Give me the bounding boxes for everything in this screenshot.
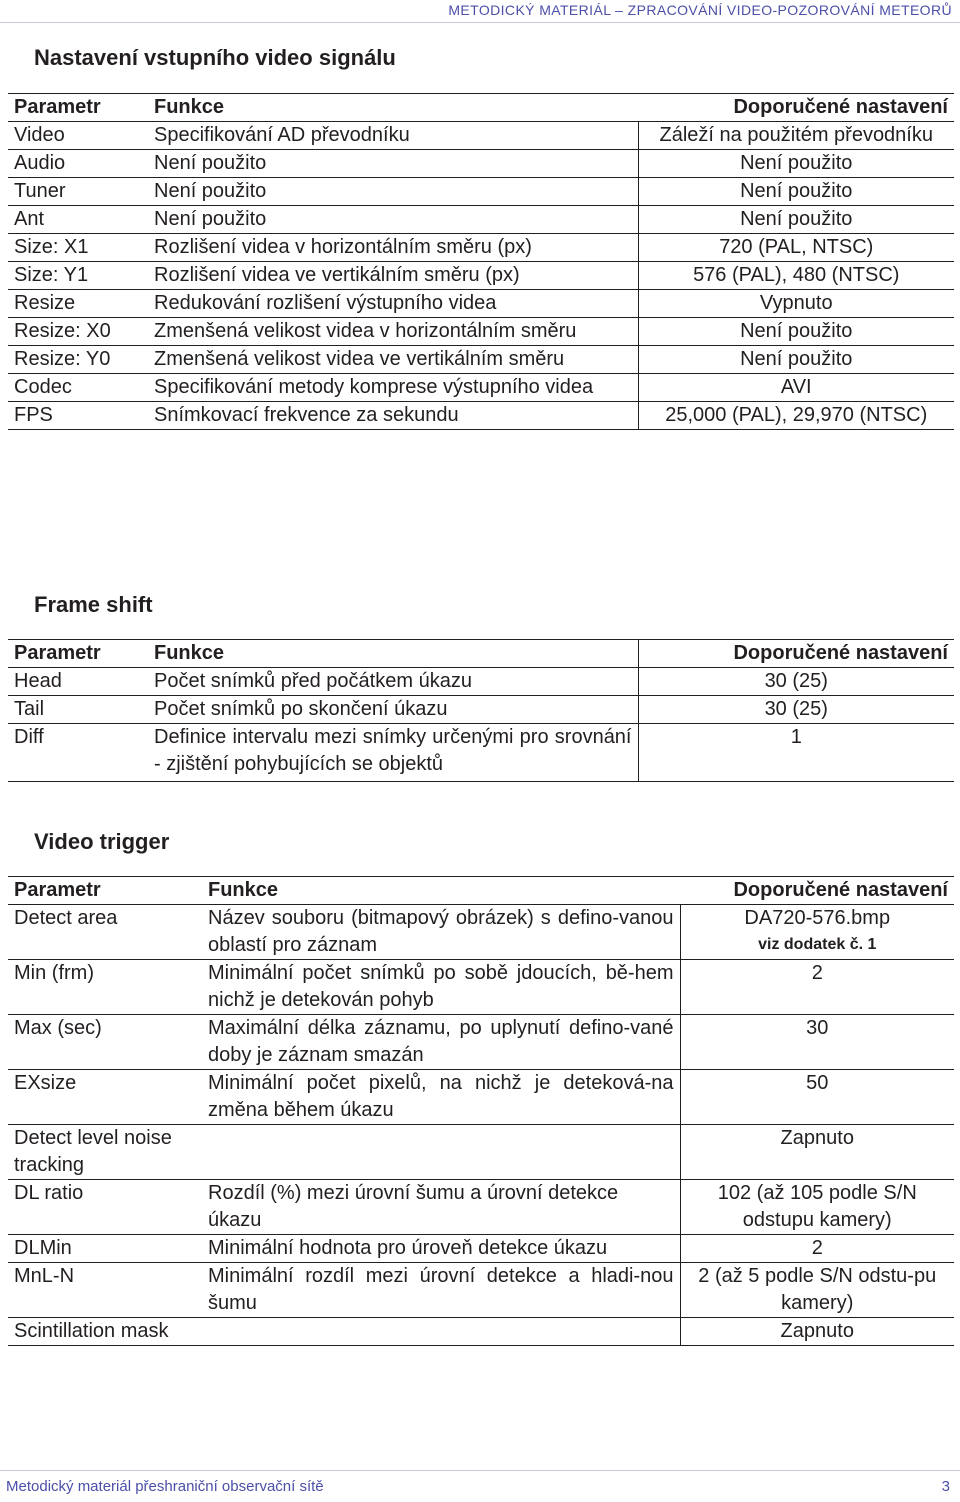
- column-header: Parametr: [8, 94, 148, 122]
- param-cell: Size: Y1: [8, 262, 148, 290]
- setting-cell: [680, 905, 954, 960]
- param-cell: Video: [8, 122, 148, 150]
- param-cell: DL ratio: [8, 1180, 202, 1235]
- table-row: [8, 402, 954, 430]
- function-cell: Minimální počet snímků po sobě jdoucích, bě-hem nichž je detekován pohyb: [202, 960, 680, 1015]
- function-cell: Rozlišení videa v horizontálním směru (px): [148, 234, 638, 262]
- column-header: Funkce: [148, 94, 638, 122]
- setting-cell: 102 (až 105 podle S/N odstupu kamery): [680, 1180, 954, 1235]
- page-header: [0, 0, 960, 22]
- table-row: [8, 346, 954, 374]
- table-row: [8, 234, 954, 262]
- function-cell: Není použito: [148, 178, 638, 206]
- function-cell: Definice intervalu mezi snímky určenými pro srovnání - zjištění pohybujících se objektů: [148, 724, 638, 782]
- table-row: [8, 206, 954, 234]
- setting-cell: Není použito: [638, 346, 954, 374]
- table-header-row: [8, 877, 954, 905]
- table-row: [8, 178, 954, 206]
- table-row: [8, 122, 954, 150]
- table-row: [8, 960, 954, 1015]
- column-header: Doporučené nastavení: [638, 94, 954, 122]
- function-cell: Není použito: [148, 150, 638, 178]
- table-row: [8, 374, 954, 402]
- setting-cell: Zapnuto: [680, 1318, 954, 1346]
- setting-cell: 720 (PAL, NTSC): [638, 234, 954, 262]
- function-cell: Počet snímků před počátkem úkazu: [148, 668, 638, 696]
- function-cell: Specifikování metody komprese výstupního videa: [148, 374, 638, 402]
- setting-cell: 2: [680, 1235, 954, 1263]
- param-cell: MnL-N: [8, 1263, 202, 1318]
- param-cell: Detect level noise tracking: [8, 1125, 202, 1180]
- setting-cell: Není použito: [638, 318, 954, 346]
- table-row: [8, 905, 954, 960]
- param-cell: Max (sec): [8, 1015, 202, 1070]
- table-row: [8, 318, 954, 346]
- page-number: 3: [941, 1478, 950, 1495]
- function-cell: Zmenšená velikost videa ve vertikálním směru: [148, 346, 638, 374]
- setting-value: DA720-576.bmp: [744, 907, 891, 929]
- param-cell: Ant: [8, 206, 148, 234]
- table-row: [8, 290, 954, 318]
- param-cell: FPS: [8, 402, 148, 430]
- function-cell: Maximální délka záznamu, po uplynutí defino-vané doby je záznam smazán: [202, 1015, 680, 1070]
- setting-cell: 30 (25): [638, 696, 954, 724]
- video-trigger-table: [8, 876, 954, 1346]
- function-cell: Minimální rozdíl mezi úrovní detekce a hladi-nou šumu: [202, 1263, 680, 1318]
- setting-cell: Záleží na použitém převodníku: [638, 122, 954, 150]
- column-header: Parametr: [8, 640, 148, 668]
- table-row: [8, 1318, 954, 1346]
- setting-cell: Vypnuto: [638, 290, 954, 318]
- function-cell: Snímkovací frekvence za sekundu: [148, 402, 638, 430]
- setting-cell: 576 (PAL), 480 (NTSC): [638, 262, 954, 290]
- table-row: [8, 696, 954, 724]
- table-row: [8, 262, 954, 290]
- function-cell: [202, 1125, 680, 1180]
- footer-text: Metodický materiál přeshraniční observační sítě: [6, 1478, 324, 1495]
- header-title: METODICKÝ MATERIÁL – ZPRACOVÁNÍ VIDEO-POZOROVÁNÍ METEORŮ: [448, 2, 952, 18]
- param-cell: Resize: [8, 290, 148, 318]
- param-cell: Size: X1: [8, 234, 148, 262]
- param-cell: Tuner: [8, 178, 148, 206]
- setting-cell: 30: [680, 1015, 954, 1070]
- param-cell: Tail: [8, 696, 148, 724]
- table-row: [8, 1125, 954, 1180]
- table-row: [8, 1235, 954, 1263]
- param-cell: EXsize: [8, 1070, 202, 1125]
- table-row: [8, 668, 954, 696]
- table-row: [8, 724, 954, 782]
- table-header-row: [8, 94, 954, 122]
- setting-cell: AVI: [638, 374, 954, 402]
- appendix-note: viz dodatek č. 1: [758, 936, 877, 953]
- function-cell: Rozdíl (%) mezi úrovní šumu a úrovní detekce úkazu: [202, 1180, 680, 1235]
- column-header: Funkce: [202, 877, 680, 905]
- setting-cell: 2 (až 5 podle S/N odstu-pu kamery): [680, 1263, 954, 1318]
- function-cell: Minimální hodnota pro úroveň detekce úkazu: [202, 1235, 680, 1263]
- function-cell: Počet snímků po skončení úkazu: [148, 696, 638, 724]
- function-cell: Specifikování AD převodníku: [148, 122, 638, 150]
- function-cell: Není použito: [148, 206, 638, 234]
- frame-shift-table: [8, 639, 954, 782]
- function-cell: Zmenšená velikost videa v horizontálním směru: [148, 318, 638, 346]
- param-cell: Resize: X0: [8, 318, 148, 346]
- param-cell: Audio: [8, 150, 148, 178]
- table-header-row: [8, 640, 954, 668]
- function-cell: Název souboru (bitmapový obrázek) s defino-vanou oblastí pro záznam: [202, 905, 680, 960]
- param-cell: DLMin: [8, 1235, 202, 1263]
- setting-cell: Není použito: [638, 178, 954, 206]
- table-row: [8, 150, 954, 178]
- column-header: Funkce: [148, 640, 638, 668]
- table-row: [8, 1070, 954, 1125]
- function-cell: Minimální počet pixelů, na nichž je deteková-na změna během úkazu: [202, 1070, 680, 1125]
- section-title-video-trigger: Video trigger: [34, 829, 170, 854]
- function-cell: Redukování rozlišení výstupního videa: [148, 290, 638, 318]
- param-cell: Head: [8, 668, 148, 696]
- footer-divider: [0, 1470, 960, 1471]
- setting-cell: 50: [680, 1070, 954, 1125]
- param-cell: Codec: [8, 374, 148, 402]
- param-cell: Diff: [8, 724, 148, 782]
- setting-cell: Zapnuto: [680, 1125, 954, 1180]
- column-header: Doporučené nastavení: [638, 640, 954, 668]
- setting-cell: 30 (25): [638, 668, 954, 696]
- table-row: [8, 1180, 954, 1235]
- setting-cell: 1: [638, 724, 954, 782]
- setting-cell: 25,000 (PAL), 29,970 (NTSC): [638, 402, 954, 430]
- param-cell: Detect area: [8, 905, 202, 960]
- section-title-input-signal: Nastavení vstupního video signálu: [34, 45, 396, 70]
- table-row: [8, 1015, 954, 1070]
- input-signal-table: [8, 93, 954, 430]
- param-cell: Resize: Y0: [8, 346, 148, 374]
- function-cell: [202, 1318, 680, 1346]
- table-row: [8, 1263, 954, 1318]
- section-title-frame-shift: Frame shift: [34, 592, 153, 617]
- function-cell: Rozlišení videa ve vertikálním směru (px): [148, 262, 638, 290]
- setting-cell: 2: [680, 960, 954, 1015]
- column-header: Parametr: [8, 877, 202, 905]
- setting-cell: Není použito: [638, 150, 954, 178]
- param-cell: Min (frm): [8, 960, 202, 1015]
- column-header: Doporučené nastavení: [680, 877, 954, 905]
- param-cell: Scintillation mask: [8, 1318, 202, 1346]
- header-divider: [0, 22, 960, 23]
- setting-cell: Není použito: [638, 206, 954, 234]
